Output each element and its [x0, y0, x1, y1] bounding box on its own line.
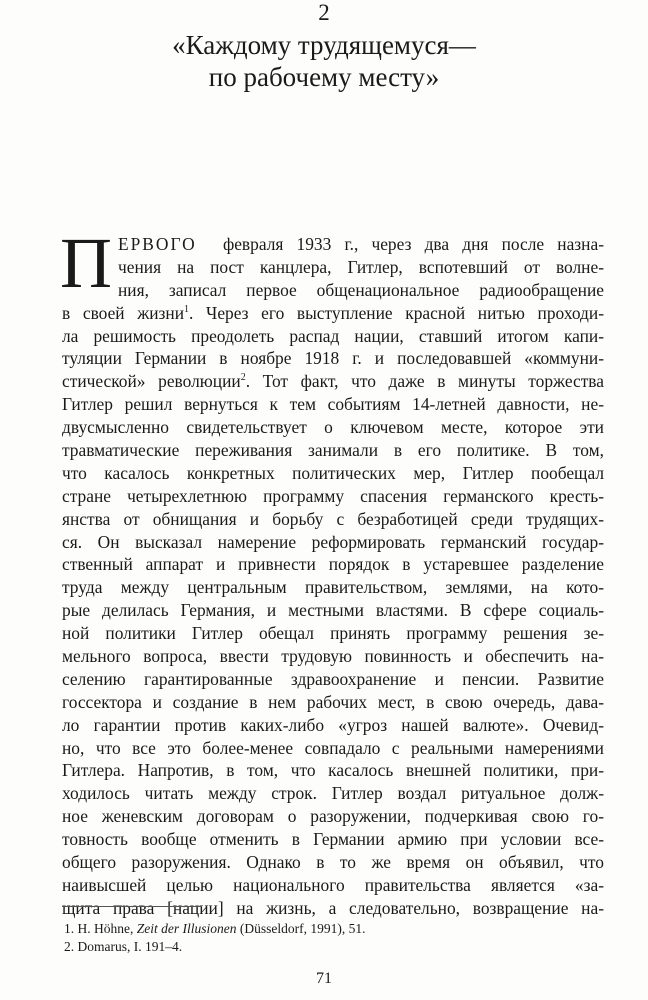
text-line: селению гарантированные здравоохранение и пенсии. Развитие: [62, 668, 604, 689]
text-line: ла решимость преодолеть распад нации, ставший итогом капи-: [62, 325, 604, 346]
chapter-title-line-2: по рабочему месту»: [208, 62, 440, 92]
text-line: ЕРВОГО февраля 1933 г., через два дня после назна-: [118, 234, 604, 254]
text-line: ственный аппарат и привнести порядок в устаревшее разделение: [62, 554, 604, 575]
text-line: стической» революции$^2$. Тот факт, что даже в минуты торжества: [62, 371, 604, 392]
chapter-title-line-1: «Каждому трудящемуся—: [172, 30, 476, 60]
footnote-rule: [62, 906, 202, 907]
text-line: щита права [нации] на жизнь, а следовательно, возвращение на-: [62, 897, 604, 918]
body-text: [60, 223, 604, 920]
text-line: туляции Германии в ноябре 1918 г. и последовавшей «коммуни-: [62, 348, 604, 369]
text-line: ния, записал первое общенациональное радиообращение: [118, 279, 604, 300]
footnote-1-title: Zeit der Illusionen: [136, 921, 237, 936]
page-number: 71: [316, 970, 332, 987]
chapter-title: [0, 29, 648, 93]
footnote-2: 2. Domarus, I. 191–4.: [64, 939, 183, 954]
text-line: наивысшей целью национального правительства является «за-: [62, 874, 604, 895]
text-line: ное женевским договорам о разоружении, подчеркивая свою го-: [62, 806, 604, 827]
text-line: ло гарантии против каких-либо «угроз нашей валюте». Очевид-: [62, 714, 604, 735]
text-line: двусмысленно свидетельствует о ключевом месте, которое эти: [62, 417, 604, 438]
text-line: чения на пост канцлера, Гитлер, вспотевший от волне-: [118, 256, 604, 277]
text-line: в своей жизни$^1$. Через его выступление красной нитью проходи-: [62, 302, 604, 323]
text-line: стране четырехлетнюю программу спасения германского кресть-: [62, 485, 604, 506]
text-line: ходилось читать между строк. Гитлер воздал ритуальное долж-: [62, 783, 604, 804]
chapter-number: 2: [318, 0, 330, 25]
text-line: янства от обнищания и борьбу с безработицей среди трудящих-: [62, 508, 604, 529]
text-line: госсектора и создание в нем рабочих мест, в свою очередь, дава-: [62, 691, 604, 712]
footnote-ref-1[interactable]: 1: [184, 303, 190, 315]
text-line: ной политики Гитлер обещал принять программу решения зе-: [62, 623, 604, 644]
text-line: что касалось конкретных политических мер, Гитлер пообещал: [62, 462, 604, 483]
text-line: но, что все это более-менее совпадало с реальными намерениями: [62, 737, 604, 758]
text-line: труда между центральным правительством, землями, на кото-: [62, 577, 604, 598]
footnote-ref-2[interactable]: 2: [240, 372, 246, 384]
text-line: товность вообще отменить в Германии армию при условии все-: [62, 829, 604, 850]
drop-cap: П: [60, 223, 112, 303]
first-word-smallcaps: ЕРВОГО: [118, 234, 197, 254]
footnote-1: 1. H. Höhne, Zeit der Illusionen (Düsseldorf, 1991), 51.: [64, 921, 366, 936]
text-line: Гитлер решил вернуться к тем событиям 14-летней давности, не-: [62, 394, 604, 415]
footnotes: [64, 920, 604, 956]
text-line: мельного вопроса, ввести трудовую повинность и обеспечить на-: [62, 646, 604, 667]
text-line: Гитлера. Напротив, в том, что касалось внешней политики, при-: [62, 760, 604, 781]
text-line: травматические переживания занимали в его политике. В том,: [62, 440, 604, 461]
text-line: рые делилась Германия, и местными властями. В сфере социаль-: [62, 600, 604, 621]
text-line: ся. Он высказал намерение реформировать германский государ-: [62, 531, 604, 552]
text-line: общего разоружения. Однако в то же время он объявил, что: [62, 852, 604, 873]
